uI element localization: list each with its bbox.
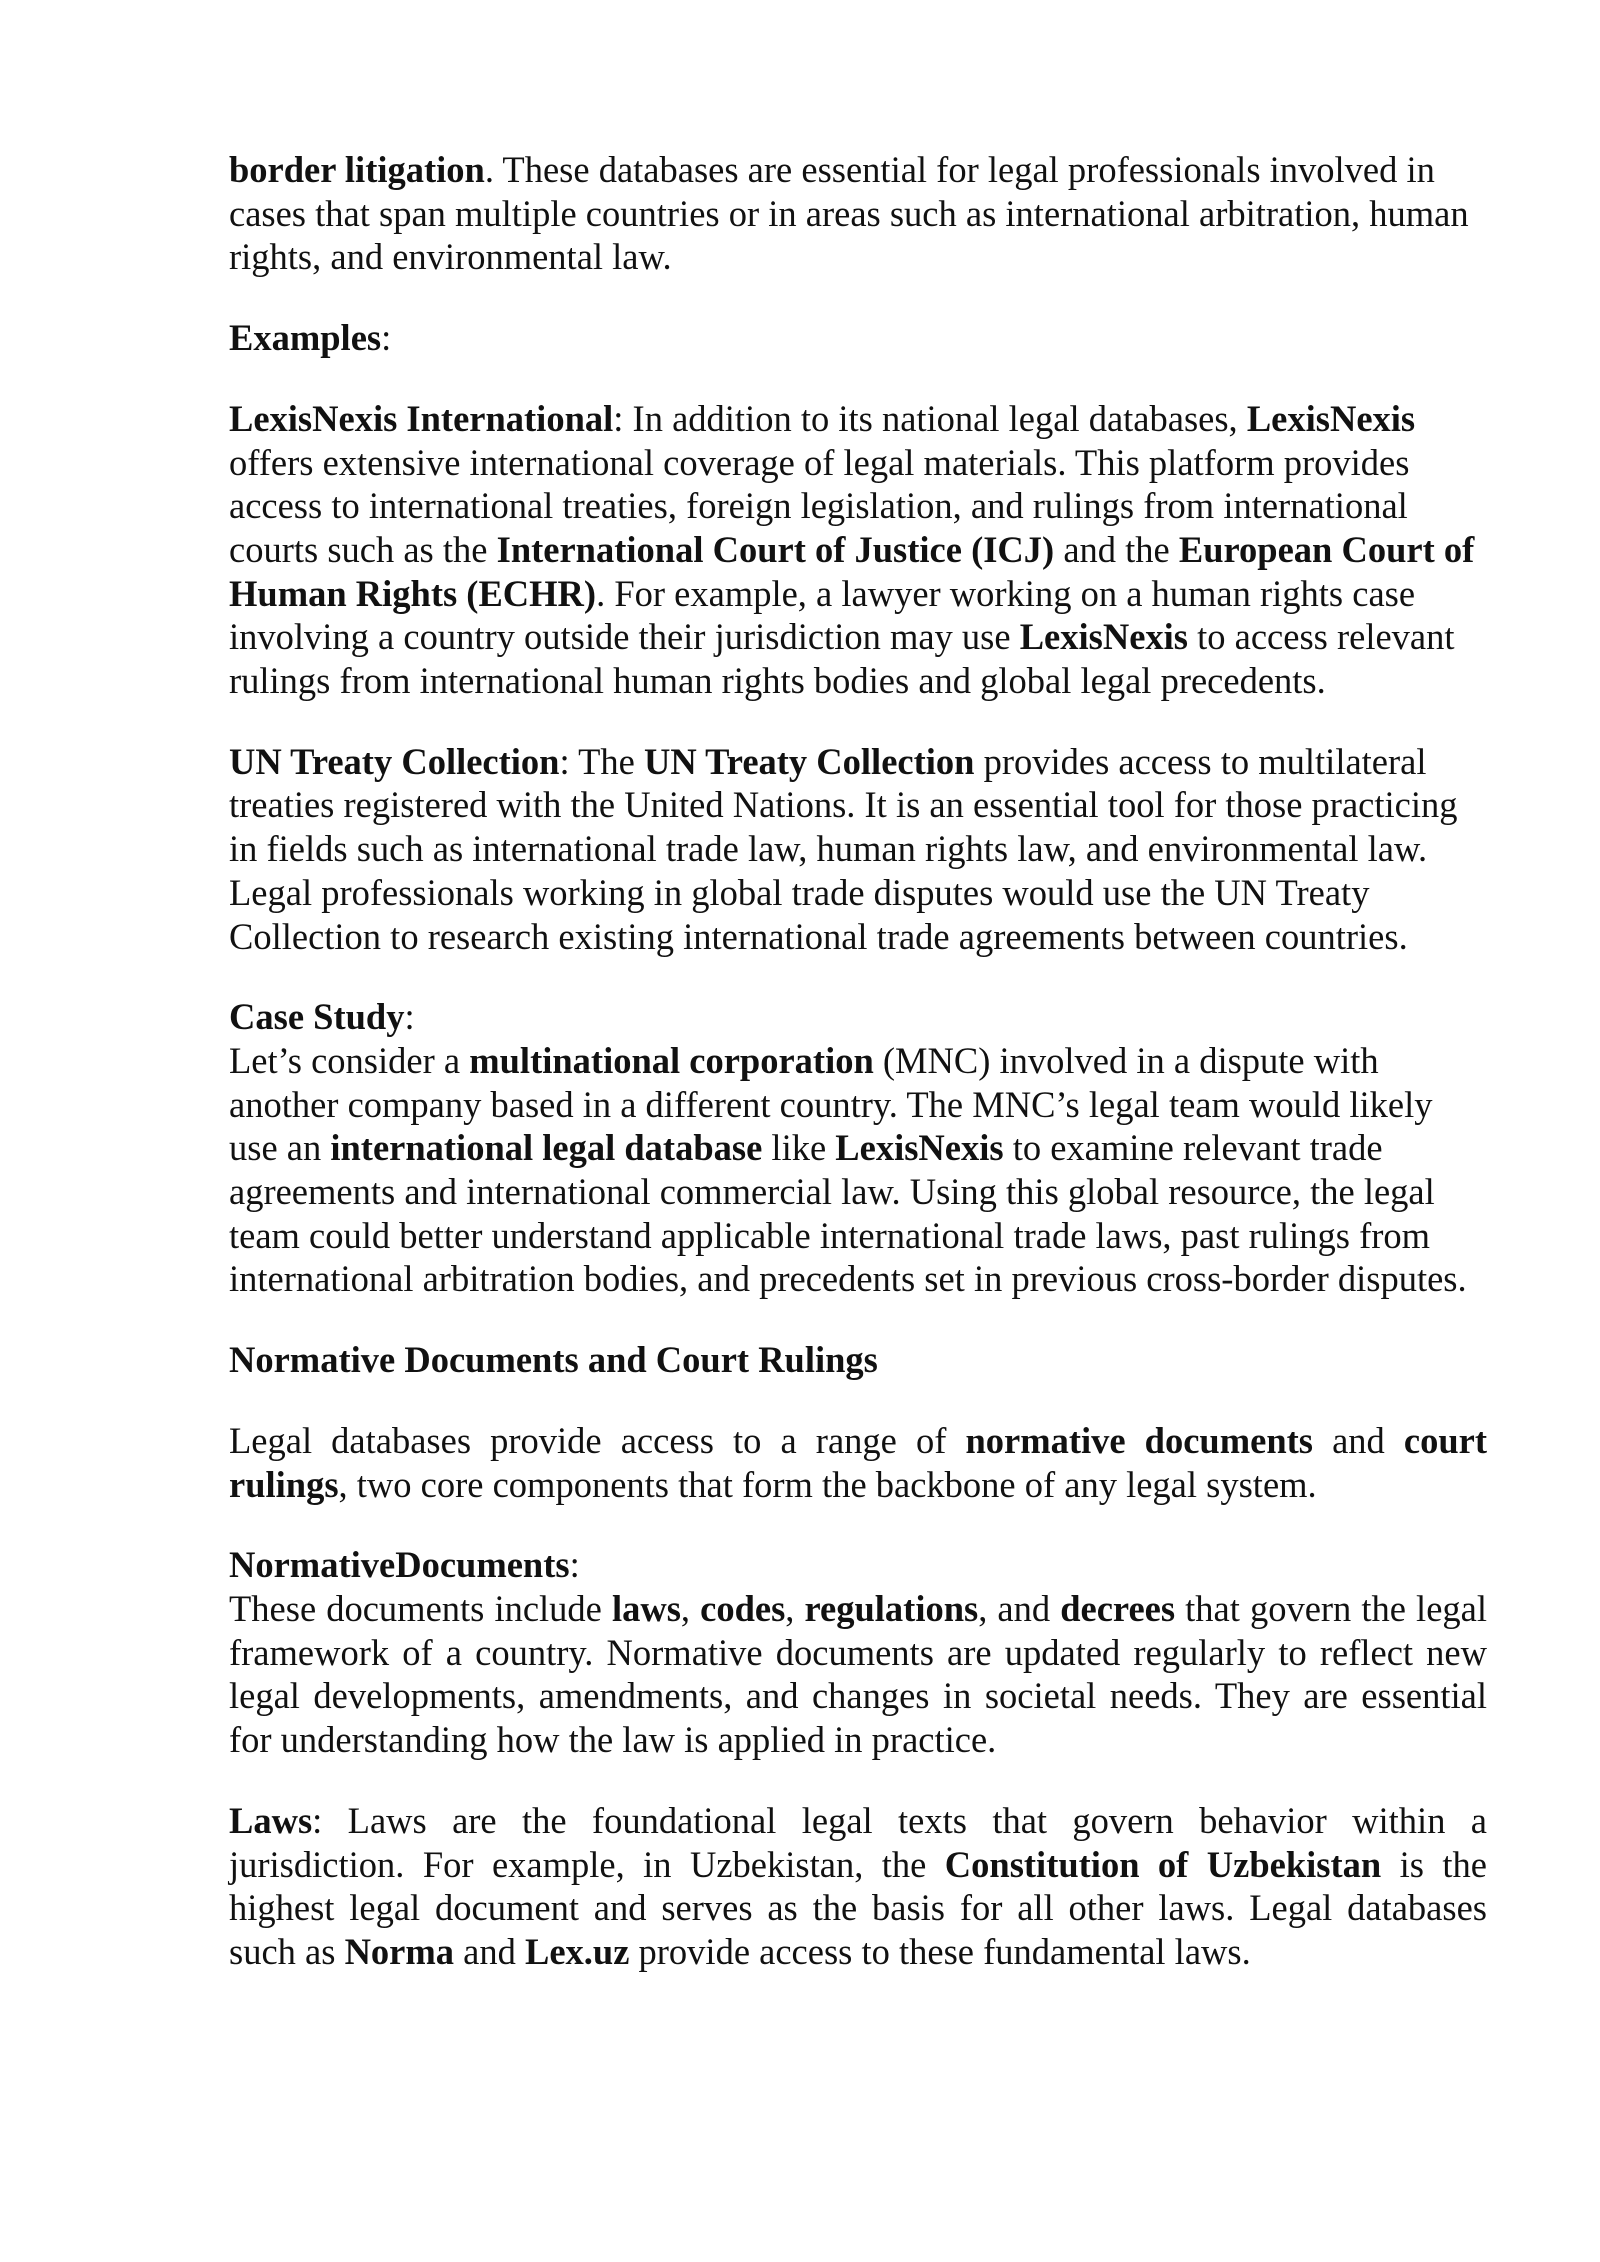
text-run: : Laws are the foundational legal texts that govern behavior within a jurisdiction. For example, in Uzbekistan, the [229,1799,1487,1885]
text-run: : [569,1544,580,1586]
label-case-study [229,995,1487,1039]
bold-term: European Court of Human Rights (ECHR) [229,528,1475,614]
text-run: like [762,1127,836,1169]
text-run: to examine relevant trade agreements and international commercial law. Using this global resource, the legal team could better understand applicable international trade laws, past rulings from international arbitration bodies, and precedents set in previous cross-border disputes. [229,1127,1467,1300]
bold-label: Examples [229,317,382,359]
bold-term: UN Treaty Collection [229,740,560,782]
bold-term: codes [700,1587,786,1629]
text-run: : [381,317,392,359]
paragraph-border-litigation [229,148,1487,279]
text-run: provides access to multilateral treaties registered with the United Nations. It is an essential tool for those practicing in fields such as international trade law, human rights law, and environmental law. Legal professionals working in global trade disputes would use the UN Treaty Collection to research existing international trade agreements between countries. [229,740,1458,957]
bold-label: NormativeDocuments [229,1544,570,1586]
text-run: , [680,1587,701,1629]
text-run: , and [978,1587,1061,1629]
text-run: and [1313,1419,1404,1461]
text-run: . These databases are essential for legal professionals involved in cases that span multiple countries or in areas such as international arbitration, human rights, and environmental law. [229,149,1469,278]
document-page [229,148,1487,2011]
text-run: : The [559,740,644,782]
paragraph-case-study [229,1039,1487,1301]
bold-term: decrees [1060,1587,1176,1629]
bold-term: Lex.uz [524,1930,630,1972]
bold-term: LexisNexis [1019,616,1188,658]
bold-term: court rulings [229,1419,1487,1505]
bold-term: laws [611,1587,681,1629]
text-run: These documents include [229,1587,612,1629]
label-normative-documents [229,1543,1487,1587]
text-run: Legal databases provide access to a range of [229,1419,966,1461]
text-run: : In addition to its national legal databases, [613,397,1247,439]
text-run: is the highest legal document and serves as the basis for all other laws. Legal databases such as [229,1843,1487,1972]
paragraph-laws [229,1799,1487,1974]
bold-term: LexisNexis [1246,397,1416,439]
bold-term: LexisNexis International [229,397,614,439]
bold-term: international legal database [330,1127,763,1169]
bold-term: regulations [804,1587,979,1629]
text-run: (MNC) involved in a dispute with another company based in a different country. The MNC’s legal team would likely use an [229,1039,1433,1169]
text-run: . For example, a lawyer working on a human rights case involving a country outside their jurisdiction may use [229,572,1416,658]
text-run: and the [1054,528,1179,570]
bold-term: Laws [229,1799,313,1841]
text-run: to access relevant rulings from international human rights bodies and global legal precedents. [229,616,1455,702]
text-run: and [454,1930,525,1972]
paragraph-lexisnexis [229,397,1487,703]
bold-term: Constitution of Uzbekistan [944,1843,1382,1885]
bold-label: Case Study [229,996,405,1038]
paragraph-documents [229,1587,1487,1762]
paragraph-un-treaty [229,740,1487,959]
text-run: : [404,996,415,1038]
bold-term: multinational corporation [469,1039,874,1081]
bold-term: International Court of Justice (ICJ) [496,528,1055,570]
bold-term: normative documents [965,1419,1313,1461]
text-run: , two core components that form the backbone of any legal system. [338,1463,1317,1505]
bold-term: UN Treaty Collection [643,740,975,782]
text-run: , [785,1587,805,1629]
label-examples [229,316,1487,360]
heading-text: Normative Documents and Court Rulings [229,1339,878,1381]
text-run: that govern the legal framework of a country. Normative documents are updated regularly to reflect new legal developments, amendments, and changes in societal needs. They are essential for understanding how the law is applied in practice. [229,1587,1487,1761]
text-run: Let’s consider a [229,1039,470,1081]
section-heading [229,1338,1487,1382]
text-run: offers extensive international coverage of legal materials. This platform provides access to international treaties, foreign legislation, and rulings from international courts such as the [229,441,1410,570]
text-run: provide access to these fundamental laws. [629,1930,1251,1972]
paragraph-intro [229,1419,1487,1506]
bold-term: border litigation [229,149,485,190]
bold-term: LexisNexis [835,1127,1004,1169]
bold-term: Norma [344,1930,455,1972]
